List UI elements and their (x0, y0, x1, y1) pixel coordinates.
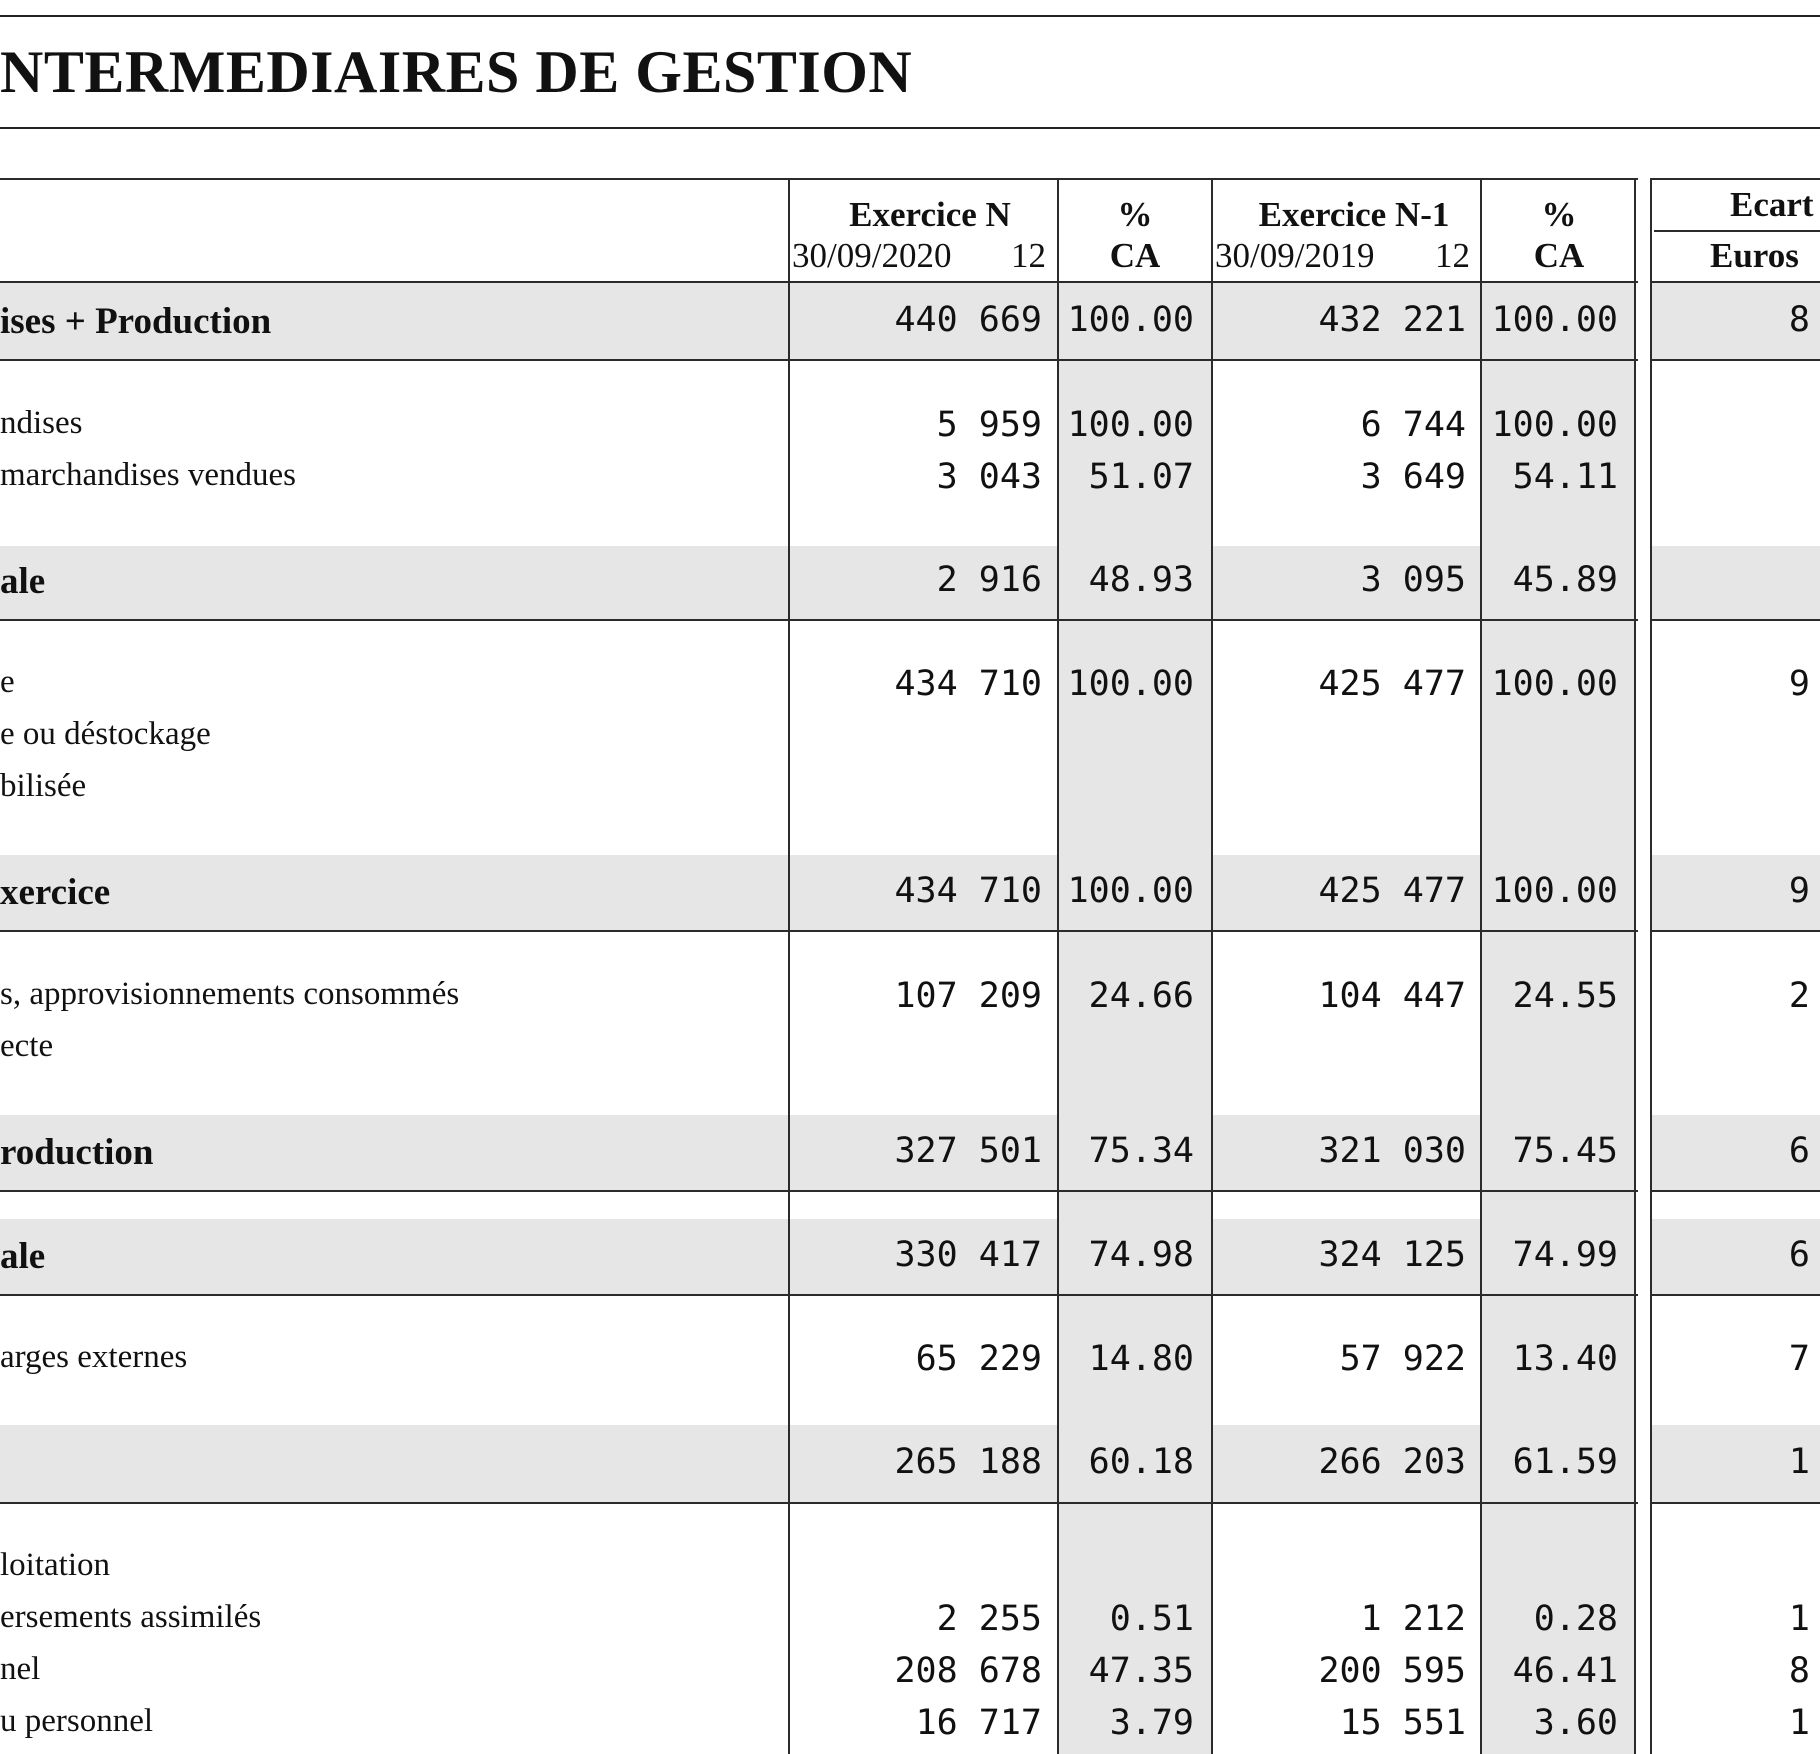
header-exercice-n1: Exercice N-1 (1258, 195, 1450, 234)
value-pct-n1: 0.28 (1533, 1599, 1618, 1639)
value-pct-n1: 24.55 (1512, 976, 1618, 1016)
value-pct-n1: 100.00 (1491, 300, 1618, 340)
value-pct-n1: 75.45 (1512, 1131, 1618, 1171)
top-rule (0, 15, 1820, 17)
value-pct-n: 3.79 (1109, 1703, 1194, 1743)
value-exercice-n: 2 255 (936, 1599, 1042, 1639)
value-ecart-euros: 8 (1788, 300, 1810, 340)
ecart-row-rule (1650, 930, 1820, 932)
value-exercice-n1: 3 649 (1360, 457, 1466, 497)
row-label: ndises (0, 405, 83, 441)
value-pct-n1: 13.40 (1512, 1339, 1618, 1379)
value-exercice-n: 440 669 (894, 300, 1042, 340)
row-label: u personnel (0, 1703, 154, 1739)
value-exercice-n: 330 417 (894, 1235, 1042, 1275)
column-rule (1480, 178, 1482, 1754)
value-pct-n: 14.80 (1088, 1339, 1194, 1379)
pct-n1-column-shade (1482, 359, 1635, 546)
value-ecart-euros: 9 (1788, 664, 1810, 704)
pct-n1-column-shade (1482, 1190, 1635, 1219)
value-pct-n1: 100.00 (1491, 405, 1618, 445)
value-pct-n: 48.93 (1088, 560, 1194, 600)
value-exercice-n1: 3 095 (1360, 560, 1466, 600)
pct-n-column-shade (1058, 619, 1211, 855)
row-rule (0, 359, 1638, 361)
title-bottom-rule (0, 127, 1820, 129)
pct-n-column-shade (1058, 930, 1211, 1115)
value-exercice-n1: 6 744 (1360, 405, 1466, 445)
value-pct-n: 74.98 (1088, 1235, 1194, 1275)
row-label: nel (0, 1651, 41, 1687)
header-ecart: Ecart (1730, 185, 1814, 224)
ecart-row-rule (1650, 359, 1820, 361)
value-ecart-euros: 9 (1788, 871, 1810, 911)
row-rule (0, 1294, 1638, 1296)
value-exercice-n: 5 959 (936, 405, 1042, 445)
row-label: ale (0, 1236, 46, 1277)
row-label: s, approvisionnements consommés (0, 976, 460, 1012)
ecart-row-rule (1650, 619, 1820, 621)
value-ecart-euros: 6 (1788, 1235, 1810, 1275)
value-ecart-euros: 1 (1788, 1703, 1810, 1743)
value-pct-n1: 100.00 (1491, 871, 1618, 911)
header-pct-n1-top: % (1541, 195, 1577, 234)
ecart-row-rule (1650, 281, 1820, 283)
row-label: e ou déstockage (0, 716, 211, 752)
value-exercice-n1: 324 125 (1318, 1235, 1466, 1275)
value-pct-n1: 74.99 (1512, 1235, 1618, 1275)
value-exercice-n: 65 229 (915, 1339, 1042, 1379)
value-pct-n: 100.00 (1067, 405, 1194, 445)
value-ecart-euros: 1 (1788, 1599, 1810, 1639)
row-label: bilisée (0, 768, 87, 804)
value-exercice-n1: 425 477 (1318, 871, 1466, 911)
value-exercice-n: 16 717 (915, 1703, 1042, 1743)
header-euros: Euros (1710, 236, 1799, 275)
value-pct-n1: 46.41 (1512, 1651, 1618, 1691)
value-pct-n1: 100.00 (1491, 664, 1618, 704)
value-exercice-n: 208 678 (894, 1651, 1042, 1691)
ecart-row-rule (1650, 1502, 1820, 1504)
header-date-n: 30/09/2020 (792, 236, 952, 275)
value-exercice-n1: 200 595 (1318, 1651, 1466, 1691)
header-pct-n-top: % (1117, 195, 1153, 234)
value-exercice-n: 2 916 (936, 560, 1042, 600)
column-rule (1057, 178, 1059, 1754)
value-pct-n: 75.34 (1088, 1131, 1194, 1171)
header-pct-n-bottom: CA (1109, 236, 1161, 275)
value-pct-n: 100.00 (1067, 871, 1194, 911)
value-exercice-n: 434 710 (894, 871, 1042, 911)
value-exercice-n1: 432 221 (1318, 300, 1466, 340)
value-exercice-n1: 104 447 (1318, 976, 1466, 1016)
ecart-header-rule (1654, 230, 1820, 232)
ecart-row-rule (1650, 178, 1820, 180)
value-exercice-n1: 425 477 (1318, 664, 1466, 704)
value-pct-n1: 45.89 (1512, 560, 1618, 600)
column-rule (1211, 178, 1213, 1754)
row-rule (0, 1190, 1638, 1192)
value-pct-n: 51.07 (1088, 457, 1194, 497)
value-exercice-n: 327 501 (894, 1131, 1042, 1171)
value-ecart-euros: 7 (1788, 1339, 1810, 1379)
value-exercice-n: 107 209 (894, 976, 1042, 1016)
value-exercice-n1: 57 922 (1339, 1339, 1466, 1379)
pct-n1-column-shade (1482, 619, 1635, 855)
value-exercice-n1: 321 030 (1318, 1131, 1466, 1171)
value-exercice-n: 3 043 (936, 457, 1042, 497)
header-months-n: 12 (1011, 236, 1046, 275)
ecart-row-rule (1650, 1190, 1820, 1192)
pct-n-column-shade (1058, 1190, 1211, 1219)
value-exercice-n1: 1 212 (1360, 1599, 1466, 1639)
row-label: xercice (0, 872, 111, 913)
value-pct-n1: 54.11 (1512, 457, 1618, 497)
row-label: ecte (0, 1028, 54, 1064)
row-label: marchandises vendues (0, 457, 296, 493)
pct-n-column-shade (1058, 359, 1211, 546)
row-label: roduction (0, 1132, 154, 1173)
header-exercice-n: Exercice N (849, 195, 1011, 234)
row-label: arges externes (0, 1339, 188, 1375)
value-pct-n: 60.18 (1088, 1442, 1194, 1482)
value-ecart-euros: 2 (1788, 976, 1810, 1016)
row-label: loitation (0, 1547, 110, 1583)
value-exercice-n: 265 188 (894, 1442, 1042, 1482)
value-pct-n: 100.00 (1067, 300, 1194, 340)
header-date-n1: 30/09/2019 (1215, 236, 1375, 275)
row-rule (0, 619, 1638, 621)
row-rule (0, 930, 1638, 932)
value-pct-n: 47.35 (1088, 1651, 1194, 1691)
row-label: ersements assimilés (0, 1599, 262, 1635)
value-exercice-n1: 15 551 (1339, 1703, 1466, 1743)
row-label: e (0, 664, 15, 700)
page-title: NTERMEDIAIRES DE GESTION (0, 39, 913, 105)
header-pct-n1-bottom: CA (1533, 236, 1585, 275)
pct-n1-column-shade (1482, 930, 1635, 1115)
value-pct-n1: 61.59 (1512, 1442, 1618, 1482)
value-exercice-n: 434 710 (894, 664, 1042, 704)
ecart-row-shade (1652, 546, 1820, 619)
row-rule (0, 281, 1638, 283)
value-ecart-euros: 1 (1788, 1442, 1810, 1482)
ecart-row-rule (1650, 1294, 1820, 1296)
value-pct-n: 24.66 (1088, 976, 1194, 1016)
row-rule (0, 178, 1638, 180)
header-months-n1: 12 (1435, 236, 1470, 275)
column-rule (1634, 178, 1636, 1754)
row-label: ises + Production (0, 301, 272, 342)
value-pct-n: 100.00 (1067, 664, 1194, 704)
column-rule (1650, 178, 1652, 1754)
value-ecart-euros: 8 (1788, 1651, 1810, 1691)
value-exercice-n1: 266 203 (1318, 1442, 1466, 1482)
row-rule (0, 1502, 1638, 1504)
column-rule (788, 178, 790, 1754)
value-ecart-euros: 6 (1788, 1131, 1810, 1171)
row-label: ale (0, 561, 46, 602)
value-pct-n: 0.51 (1109, 1599, 1194, 1639)
value-pct-n1: 3.60 (1533, 1703, 1618, 1743)
